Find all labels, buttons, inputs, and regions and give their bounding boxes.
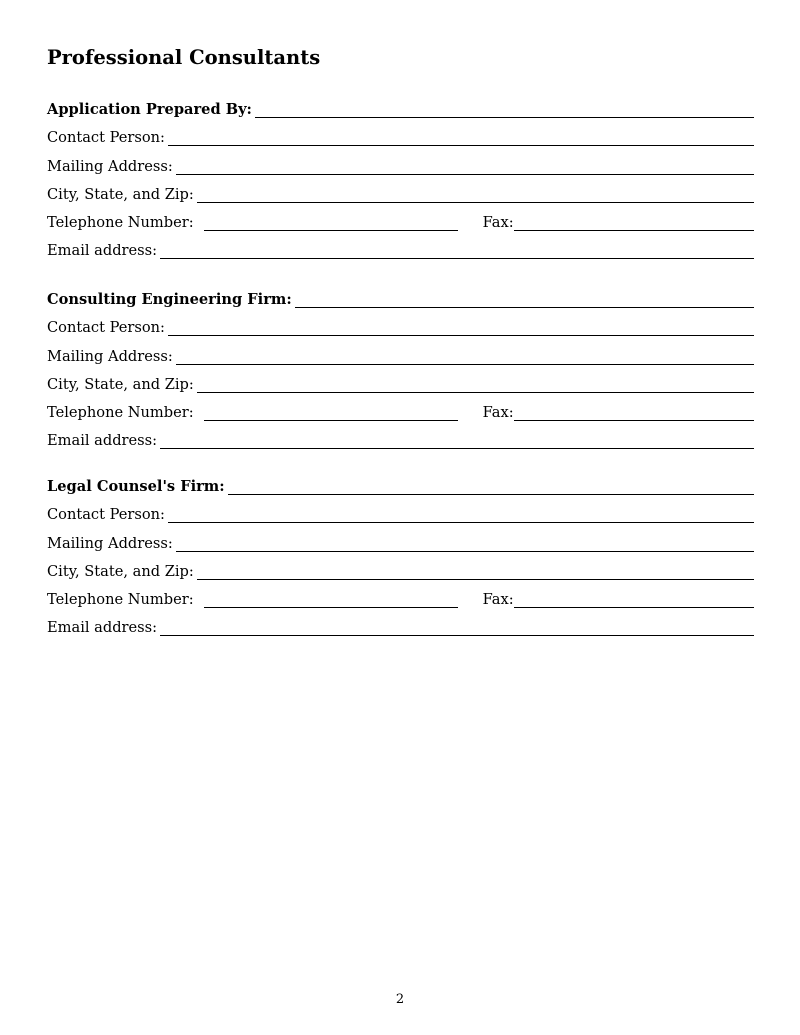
- mailing-address-row: [47, 524, 754, 552]
- page-number: 2: [395, 992, 405, 1007]
- email-address-row: [47, 422, 754, 450]
- contact-person-field[interactable]: [168, 145, 754, 146]
- mailing-address-label: Mailing Address:: [47, 534, 173, 552]
- telephone-field[interactable]: [204, 607, 458, 608]
- city-state-zip-label: City, State, and Zip:: [47, 375, 194, 393]
- mailing-address-field[interactable]: [176, 174, 754, 175]
- mailing-address-field[interactable]: [176, 551, 754, 552]
- legal-counsels-firm-field[interactable]: [228, 494, 754, 495]
- fax-field[interactable]: [514, 420, 754, 421]
- section-heading: Consulting Engineering Firm:: [47, 291, 292, 309]
- section-heading: Application Prepared By:: [47, 101, 252, 119]
- contact-person-row: [47, 309, 754, 337]
- city-state-zip-label: City, State, and Zip:: [47, 562, 194, 580]
- telephone-label: Telephone Number:: [47, 403, 194, 421]
- section-legal-counsels-firm: [47, 468, 754, 637]
- city-state-zip-field[interactable]: [197, 579, 754, 580]
- contact-person-label: Contact Person:: [47, 506, 165, 524]
- fax-label: Fax:: [482, 403, 514, 421]
- fax-label: Fax:: [482, 213, 514, 231]
- telephone-label: Telephone Number:: [47, 590, 194, 608]
- telephone-fax-row: [47, 394, 754, 422]
- section-consulting-engineering-firm: [47, 281, 754, 450]
- application-prepared-by-row: [47, 91, 754, 119]
- contact-person-field[interactable]: [168, 522, 754, 523]
- email-address-field[interactable]: [160, 635, 754, 636]
- city-state-zip-row: [47, 176, 754, 204]
- email-address-label: Email address:: [47, 619, 158, 637]
- contact-person-row: [47, 496, 754, 524]
- mailing-address-row: [47, 147, 754, 175]
- mailing-address-field[interactable]: [176, 364, 754, 365]
- consulting-engineering-firm-field[interactable]: [295, 307, 754, 308]
- contact-person-label: Contact Person:: [47, 319, 165, 337]
- section-application-prepared-by: [47, 91, 754, 260]
- section-heading: Legal Counsel's Firm:: [47, 478, 225, 496]
- city-state-zip-row: [47, 553, 754, 581]
- fax-field[interactable]: [514, 230, 754, 231]
- consulting-engineering-firm-row: [47, 281, 754, 309]
- city-state-zip-row: [47, 366, 754, 394]
- mailing-address-label: Mailing Address:: [47, 347, 173, 365]
- telephone-field[interactable]: [204, 420, 458, 421]
- contact-person-field[interactable]: [168, 335, 754, 336]
- fax-label: Fax:: [482, 590, 514, 608]
- email-address-row: [47, 232, 754, 260]
- city-state-zip-field[interactable]: [197, 392, 754, 393]
- email-address-label: Email address:: [47, 432, 158, 450]
- city-state-zip-label: City, State, and Zip:: [47, 185, 194, 203]
- application-prepared-by-field[interactable]: [255, 117, 754, 118]
- telephone-label: Telephone Number:: [47, 213, 194, 231]
- fax-field[interactable]: [514, 607, 754, 608]
- email-address-field[interactable]: [160, 258, 754, 259]
- legal-counsels-firm-row: [47, 468, 754, 496]
- telephone-field[interactable]: [204, 230, 458, 231]
- email-address-label: Email address:: [47, 242, 158, 260]
- city-state-zip-field[interactable]: [197, 202, 754, 203]
- email-address-row: [47, 609, 754, 637]
- page-title: Professional Consultants: [47, 46, 321, 69]
- telephone-fax-row: [47, 581, 754, 609]
- contact-person-label: Contact Person:: [47, 129, 165, 147]
- contact-person-row: [47, 119, 754, 147]
- email-address-field[interactable]: [160, 448, 754, 449]
- mailing-address-label: Mailing Address:: [47, 157, 173, 175]
- mailing-address-row: [47, 337, 754, 365]
- telephone-fax-row: [47, 204, 754, 232]
